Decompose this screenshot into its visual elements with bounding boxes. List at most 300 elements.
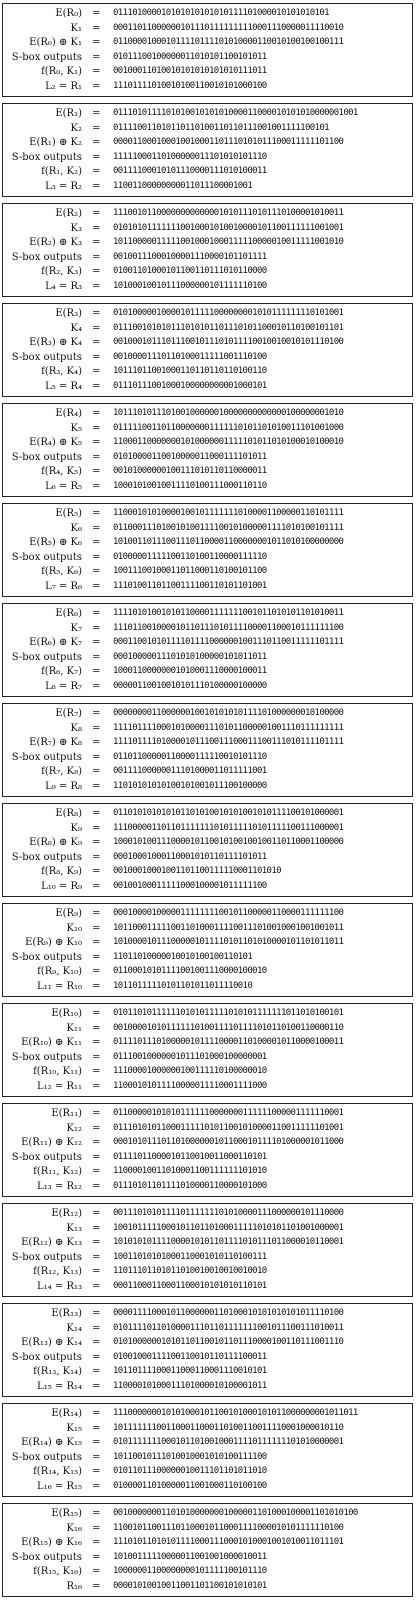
round-row <box>3 1008 412 1023</box>
row-label: f(R₁, K₂) <box>41 166 82 177</box>
round-row <box>3 352 412 367</box>
round-table-1 <box>2 3 413 97</box>
bit-string: 00100100011111000100001011111100 <box>113 880 267 891</box>
bit-string: 111000001101101111111010111110101111100111000001 <box>113 822 344 833</box>
bit-string: 000011110001011000000110100010101010101011110100 <box>113 1308 344 1318</box>
bit-string: 10001010010011110100111000110110 <box>113 480 267 491</box>
round-table-7 <box>2 603 413 697</box>
row-label: K₁₀ <box>66 922 82 934</box>
round-row <box>3 1308 412 1323</box>
equals-sign: = <box>92 322 101 334</box>
row-label: E(R₁₅) <box>51 1508 82 1519</box>
equals-sign: = <box>92 1122 101 1134</box>
bit-string: 01101100000110000111110010101110 <box>113 751 267 762</box>
equals-sign: = <box>92 1380 101 1392</box>
equals-sign: = <box>92 1251 101 1263</box>
bit-string: 000011000100010010001101110101011100011111101100 <box>113 137 344 147</box>
round-row <box>3 1123 412 1138</box>
round-table-14 <box>2 1303 413 1397</box>
row-label: K₁₄ <box>66 1322 82 1334</box>
round-row <box>3 481 412 496</box>
equals-sign: = <box>92 437 101 448</box>
bit-string: 011101010110001111101011001010000110011111101001 <box>113 1122 344 1133</box>
equals-sign: = <box>92 222 101 234</box>
row-label: L₆ = R₅ <box>45 480 82 492</box>
row-label: f(R₃, K₄) <box>41 366 82 377</box>
row-label: E(R₀) ⊕ K₁ <box>29 37 82 48</box>
row-label: L₁₃ = R₁₂ <box>37 1180 82 1192</box>
row-label: S-box outputs <box>11 1051 82 1063</box>
equals-sign: = <box>92 1208 101 1219</box>
round-row <box>3 166 412 181</box>
bit-string: 000110010101111011110000001001110110011111101111 <box>113 637 344 647</box>
row-label: L₁₀ = R₉ <box>41 880 82 892</box>
bit-string: 111101111000101000011101011000001001110111111111 <box>113 722 344 733</box>
row-label: L₅ = R₄ <box>45 380 82 392</box>
round-row <box>3 1252 412 1267</box>
row-label: E(R₃) <box>55 308 82 319</box>
equals-sign: = <box>92 1366 101 1377</box>
equals-sign: = <box>92 1066 101 1077</box>
equals-sign: = <box>92 122 101 134</box>
round-row <box>3 52 412 67</box>
row-label: K₁₁ <box>66 1022 82 1034</box>
bit-string: 10110111100011000110001110010101 <box>113 1366 267 1376</box>
bit-string: 101111111001100011000110100110011110001000010110 <box>113 1422 344 1433</box>
round-row <box>3 108 412 123</box>
equals-sign: = <box>92 766 101 777</box>
row-label: E(R₁) ⊕ K₂ <box>29 137 82 148</box>
bit-string: 00000110010010101110100000100000 <box>113 680 267 691</box>
equals-sign: = <box>92 151 101 163</box>
round-row <box>3 237 412 252</box>
bit-string: 11000010100011101000010100001011 <box>113 1380 267 1391</box>
equals-sign: = <box>92 608 101 619</box>
round-row <box>3 1452 412 1467</box>
round-row <box>3 252 412 267</box>
round-table-5 <box>2 403 413 497</box>
round-row <box>3 1552 412 1567</box>
round-row <box>3 137 412 152</box>
bit-string: 11011101101011010010010010010010 <box>113 1266 267 1276</box>
equals-sign: = <box>92 922 101 934</box>
row-label: K₉ <box>70 822 82 834</box>
round-row <box>3 608 412 623</box>
round-row <box>3 581 412 596</box>
bit-string: 11000101011110000011110001111000 <box>113 1080 267 1091</box>
row-label: E(R₉) <box>55 908 82 919</box>
row-label: E(R₁₁) <box>51 1108 82 1119</box>
equals-sign: = <box>92 551 101 563</box>
round-row <box>3 1066 412 1081</box>
row-label: L₁₅ = R₁₄ <box>37 1380 82 1392</box>
round-row <box>3 1408 412 1423</box>
row-label: R₁₆ <box>66 1580 82 1592</box>
bit-string: 11101111010010100110010101000100 <box>113 80 267 91</box>
round-table-12 <box>2 1103 413 1197</box>
round-row <box>3 1052 412 1067</box>
round-row <box>3 852 412 867</box>
equals-sign: = <box>92 1037 101 1048</box>
equals-sign: = <box>92 1180 101 1192</box>
bit-string: 001000000011010100000001000001101000100001101010100 <box>113 1508 358 1518</box>
row-label: S-box outputs <box>11 1151 82 1163</box>
round-row <box>3 408 412 423</box>
round-row <box>3 1537 412 1552</box>
bit-string: 101000010111000001011110101101010000101101011011 <box>113 937 344 947</box>
round-table-6 <box>2 503 413 597</box>
equals-sign: = <box>92 1308 101 1319</box>
equals-sign: = <box>92 951 101 963</box>
equals-sign: = <box>92 8 101 19</box>
row-label: L₁₆ = R₁₅ <box>37 1480 82 1492</box>
row-label: S-box outputs <box>11 551 82 563</box>
equals-sign: = <box>92 208 101 219</box>
equals-sign: = <box>92 66 101 77</box>
row-label: E(R₅) <box>55 508 82 519</box>
equals-sign: = <box>92 1080 101 1092</box>
round-row <box>3 123 412 138</box>
equals-sign: = <box>92 737 101 748</box>
round-row <box>3 1181 412 1196</box>
equals-sign: = <box>92 1008 101 1019</box>
row-label: E(R₁₃) <box>51 1308 82 1319</box>
round-row <box>3 1508 412 1523</box>
bit-string: 11001100000000011011100001001 <box>113 180 253 191</box>
bit-string: 01011011100000010011101101011010 <box>113 1466 267 1476</box>
round-row <box>3 966 412 981</box>
row-label: f(R₀, K₁) <box>41 66 82 77</box>
bit-string: 000110110000001011101111111110001110000011110010 <box>113 22 344 33</box>
equals-sign: = <box>92 308 101 319</box>
equals-sign: = <box>92 637 101 648</box>
round-row <box>3 1137 412 1152</box>
equals-sign: = <box>92 266 101 277</box>
bit-string: 00010001000110001010110111101011 <box>113 851 267 862</box>
row-label: E(R₅) ⊕ K₆ <box>29 537 82 548</box>
row-label: K₁₃ <box>66 1222 82 1234</box>
round-row <box>3 437 412 452</box>
bit-string: 10001100000001010001110000100011 <box>113 666 267 676</box>
bit-string: 101100011111001101000111100111010010001001001011 <box>113 922 344 933</box>
round-row <box>3 1481 412 1496</box>
bit-string: 011010101010101101010010101001010111100101000001 <box>113 808 344 818</box>
equals-sign: = <box>92 851 101 863</box>
bit-string: 11111000110100000011101010101110 <box>113 151 267 162</box>
round-row <box>3 208 412 223</box>
equals-sign: = <box>92 1266 101 1277</box>
round-row <box>3 1581 412 1596</box>
bit-string: 00100010001001101100111110001101010 <box>113 866 281 876</box>
row-label: S-box outputs <box>11 151 82 163</box>
bit-string: 101010101111000010101101111010111011000010110001 <box>113 1237 344 1247</box>
bit-string: 011100101010111010101101110101100010110100101101 <box>113 322 344 333</box>
row-label: E(R₄) ⊕ K₅ <box>29 437 82 448</box>
round-row <box>3 566 412 581</box>
round-table-3 <box>2 203 413 297</box>
row-label: E(R₂) <box>55 208 82 219</box>
equals-sign: = <box>92 1322 101 1334</box>
equals-sign: = <box>92 808 101 819</box>
row-label: f(R₇, K₈) <box>41 766 82 777</box>
bit-string: 01000001111100110100110000111110 <box>113 551 267 562</box>
equals-sign: = <box>92 866 101 877</box>
row-label: K₇ <box>70 622 82 634</box>
row-label: f(R₄, K₅) <box>41 466 82 477</box>
round-table-13 <box>2 1203 413 1297</box>
row-label: f(R₂, K₃) <box>41 266 82 277</box>
round-row <box>3 1237 412 1252</box>
equals-sign: = <box>92 937 101 948</box>
equals-sign: = <box>92 1537 101 1548</box>
equals-sign: = <box>92 1280 101 1292</box>
bit-string: 10100010010111000000101111110100 <box>113 280 267 291</box>
equals-sign: = <box>92 522 101 534</box>
round-row <box>3 1337 412 1352</box>
equals-sign: = <box>92 1108 101 1119</box>
bit-string: 01011100100000011010101100101011 <box>113 51 267 62</box>
round-row <box>3 552 412 567</box>
row-label: f(R₁₀, K₁₁) <box>33 1066 82 1077</box>
equals-sign: = <box>92 80 101 92</box>
bit-string: 100010100111000010110010100100100110110001100000 <box>113 837 344 847</box>
bit-string: 01010000110010000011000111101011 <box>113 451 267 462</box>
round-row <box>3 1152 412 1167</box>
bit-string: 001000010101111110100111101111010110100110000110 <box>113 1022 344 1033</box>
equals-sign: = <box>92 1408 101 1419</box>
equals-sign: = <box>92 1422 101 1434</box>
row-label: S-box outputs <box>11 751 82 763</box>
row-label: S-box outputs <box>11 851 82 863</box>
round-table-10 <box>2 903 413 997</box>
equals-sign: = <box>92 1451 101 1463</box>
round-row <box>3 1023 412 1038</box>
bit-string: 110010110011101100010110001111000010101111110100 <box>113 1522 344 1533</box>
equals-sign: = <box>92 1508 101 1519</box>
bit-string: 011111001101100000001111110101101010011101001000 <box>113 422 344 433</box>
bit-string: 010100000100001011111000000001010111111110101001 <box>113 308 344 318</box>
round-row <box>3 652 412 667</box>
row-label: S-box outputs <box>11 51 82 63</box>
round-row <box>3 1208 412 1223</box>
equals-sign: = <box>92 1551 101 1563</box>
round-row <box>3 937 412 952</box>
equals-sign: = <box>92 722 101 734</box>
round-row <box>3 781 412 796</box>
bit-string: 011000001010101111110000000111111000001111110001 <box>113 1108 344 1118</box>
bit-string: 011110011010110110100110110111001001111100101 <box>113 122 329 133</box>
round-row <box>3 466 412 481</box>
equals-sign: = <box>92 566 101 577</box>
row-label: S-box outputs <box>11 351 82 363</box>
equals-sign: = <box>92 422 101 434</box>
round-row <box>3 1266 412 1281</box>
round-table-9 <box>2 803 413 897</box>
row-label: S-box outputs <box>11 1351 82 1363</box>
row-label: f(R₅, K₆) <box>41 566 82 577</box>
bit-string: 01001101000101100110111010110000 <box>113 266 267 276</box>
row-label: K₁₆ <box>66 1522 82 1534</box>
equals-sign: = <box>92 108 101 119</box>
bit-string: 111101010010101100001111111001011010101101010011 <box>113 608 344 618</box>
equals-sign: = <box>92 780 101 792</box>
bit-string: 10011010101000110001010110100111 <box>113 1251 267 1262</box>
bit-string: 00100001110110100011111001110100 <box>113 351 267 362</box>
bit-string: 10110010111010010001010100111100 <box>113 1451 267 1462</box>
bit-string: 111011001000010110111010111100001100010111111100 <box>113 622 344 633</box>
round-table-15 <box>2 1403 413 1497</box>
bit-string: 10111011001000110110110110100110 <box>113 366 267 376</box>
bit-string: 011000111010010100111100101000001111010100101111 <box>113 522 344 533</box>
row-label: E(R₃) ⊕ K₄ <box>29 337 82 348</box>
bit-string: 10011100100011011000110100101100 <box>113 566 267 576</box>
equals-sign: = <box>92 1051 101 1063</box>
round-row <box>3 266 412 281</box>
round-row <box>3 508 412 523</box>
bit-string: 011101011110101001010101000011000010101010000001001 <box>113 108 358 118</box>
bit-string: 11100001000000100111110100000010 <box>113 1066 267 1076</box>
bit-string: 111101111010000101110011100011100111010111101111 <box>113 737 344 747</box>
bit-string: 100101111100010110110100011111010101101001000001 <box>113 1222 344 1233</box>
equals-sign: = <box>92 966 101 977</box>
round-row <box>3 923 412 938</box>
row-label: L₂ = R₁ <box>45 80 82 92</box>
round-row <box>3 23 412 38</box>
bit-string: 00100011010010101010101010111011 <box>113 66 267 76</box>
row-label: L₁₁ = R₁₀ <box>37 980 82 992</box>
round-row <box>3 681 412 696</box>
row-label: E(R₂) ⊕ K₃ <box>29 237 82 248</box>
round-row <box>3 952 412 967</box>
round-row <box>3 1437 412 1452</box>
equals-sign: = <box>92 1580 101 1592</box>
row-label: E(R₄) <box>55 408 82 419</box>
bit-string: 101100000111110010001000111110000010011111001010 <box>113 237 344 247</box>
bit-string: 00001010010011001101100101010101 <box>113 1580 267 1591</box>
round-row <box>3 708 412 723</box>
round-row <box>3 537 412 552</box>
row-label: L₈ = R₇ <box>45 680 82 692</box>
bit-string: 110001010100001001011111110100001100000110101111 <box>113 508 344 518</box>
bit-string: 01110101101111010000110000101000 <box>113 1180 267 1191</box>
round-row <box>3 1366 412 1381</box>
row-label: L₃ = R₂ <box>45 180 82 192</box>
bit-string: 010111111100010110100100011110111111101010000001 <box>113 1437 344 1447</box>
equals-sign: = <box>92 380 101 392</box>
round-row <box>3 423 412 438</box>
round-row <box>3 8 412 23</box>
equals-sign: = <box>92 1222 101 1234</box>
row-label: S-box outputs <box>11 451 82 463</box>
equals-sign: = <box>92 37 101 48</box>
round-row <box>3 152 412 167</box>
row-label: K₁₅ <box>66 1422 82 1434</box>
bit-string: 01111011000010110010011000110101 <box>113 1151 267 1162</box>
equals-sign: = <box>92 1522 101 1534</box>
equals-sign: = <box>92 880 101 892</box>
row-label: K₅ <box>70 422 82 434</box>
row-label: K₁ <box>70 22 82 34</box>
round-row <box>3 766 412 781</box>
row-label: S-box outputs <box>11 651 82 663</box>
equals-sign: = <box>92 837 101 848</box>
row-label: S-box outputs <box>11 1251 82 1263</box>
bit-string: 11010101010100101001011100100000 <box>113 780 267 791</box>
row-label: f(R₉, K₁₀) <box>37 966 82 977</box>
round-row <box>3 623 412 638</box>
equals-sign: = <box>92 180 101 192</box>
row-label: f(R₁₄, K₁₅) <box>33 1466 82 1477</box>
bit-string: 101110101110100100000010000000000000100000001010 <box>113 408 344 418</box>
row-label: f(R₁₂, K₁₃) <box>33 1266 82 1277</box>
row-label: S-box outputs <box>11 951 82 963</box>
bit-string: 00100111000100001110000101101111 <box>113 251 267 262</box>
row-label: E(R₆) ⊕ K₇ <box>29 637 82 648</box>
row-label: K₁₂ <box>66 1122 82 1134</box>
bit-string: 010111101101000011101101111111001011100111010011 <box>113 1322 344 1333</box>
row-label: L₁₄ = R₁₃ <box>37 1280 82 1292</box>
equals-sign: = <box>92 22 101 34</box>
bit-string: 01110111001000100000000001000101 <box>113 380 267 391</box>
round-row <box>3 308 412 323</box>
round-row <box>3 223 412 238</box>
round-row <box>3 523 412 538</box>
equals-sign: = <box>92 337 101 348</box>
equals-sign: = <box>92 251 101 263</box>
equals-sign: = <box>92 1351 101 1363</box>
equals-sign: = <box>92 666 101 677</box>
row-label: E(R₁₂) <box>51 1208 82 1219</box>
equals-sign: = <box>92 166 101 177</box>
equals-sign: = <box>92 651 101 663</box>
bit-string: 010101011111110010001010010000101100111111001001 <box>113 222 344 233</box>
row-label: E(R₇) ⊕ K₈ <box>29 737 82 748</box>
row-label: K₆ <box>70 522 82 534</box>
round-row <box>3 908 412 923</box>
round-row <box>3 37 412 52</box>
round-row <box>3 1037 412 1052</box>
row-label: f(R₈, K₉) <box>41 866 82 877</box>
round-row <box>3 723 412 738</box>
round-row <box>3 1281 412 1296</box>
round-row <box>3 1523 412 1538</box>
bit-string: 011110111010000010111100001101000010110000100011 <box>113 1037 344 1047</box>
round-row <box>3 452 412 467</box>
equals-sign: = <box>92 980 101 992</box>
row-label: E(R₈) <box>55 808 82 819</box>
bit-string: 011101000010101010101010111101000010101010101 <box>113 8 329 18</box>
round-row <box>3 1108 412 1123</box>
row-label: K₄ <box>70 322 82 334</box>
equals-sign: = <box>92 1437 101 1448</box>
equals-sign: = <box>92 237 101 248</box>
row-label: E(R₁₄) <box>51 1408 82 1419</box>
round-row <box>3 366 412 381</box>
row-label: E(R₈) ⊕ K₉ <box>29 837 82 848</box>
row-label: L₁₂ = R₁₁ <box>37 1080 82 1092</box>
row-label: f(R₁₁, K₁₂) <box>33 1166 82 1177</box>
equals-sign: = <box>92 137 101 148</box>
equals-sign: = <box>92 366 101 377</box>
row-label: E(R₁₂) ⊕ K₁₃ <box>21 1237 82 1248</box>
row-label: K₂ <box>70 122 82 134</box>
equals-sign: = <box>92 622 101 634</box>
row-label: f(R₁₃, K₁₄) <box>33 1366 82 1377</box>
equals-sign: = <box>92 508 101 519</box>
bit-string: 000100001000001111111100101100000110000111111100 <box>113 908 344 918</box>
row-label: E(R₁₁) ⊕ K₁₂ <box>21 1137 82 1148</box>
equals-sign: = <box>92 680 101 692</box>
